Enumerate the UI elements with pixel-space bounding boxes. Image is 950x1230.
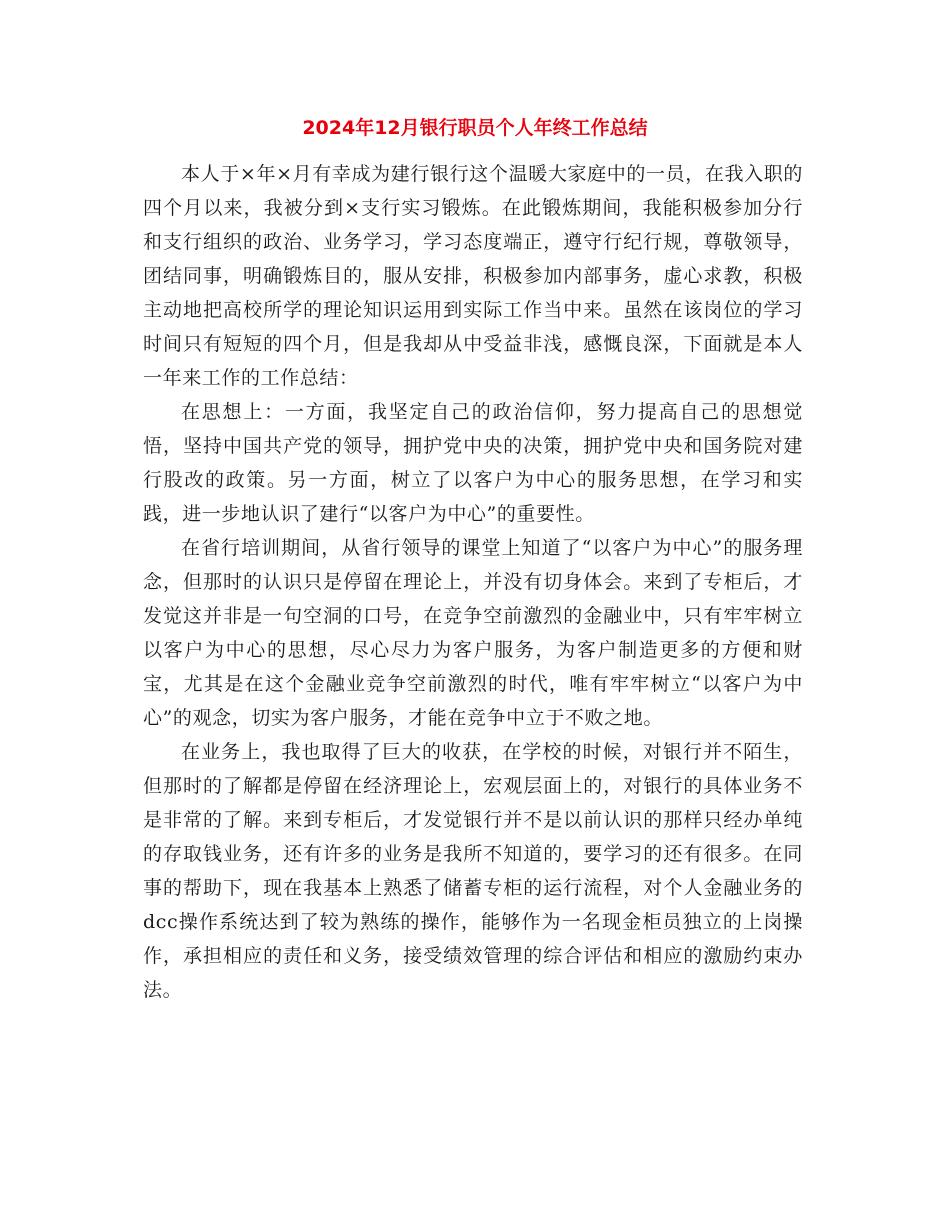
paragraph-intro: 本人于×年×月有幸成为建行银行这个温暖大家庭中的一员，在我入职的四个月以来，我被分到×支行实习锻炼。在此锻炼期间，我能积极参加分行和支行组织的政治、业务学习，学习态度端正，遵守行纪行规，尊敬领导，团结同事，明确锻炼目的，服从安排，积极参加内部事务，虚心求教，积极主动地把高校所学的理论知识运用到实际工作当中来。虽然在该岗位的学习时间只有短短的四个月，但是我却从中受益非浅，感慨良深，下面就是本人一年来工作的工作总结： — [143, 163, 803, 389]
paragraph-training: 在省行培训期间，从省行领导的课堂上知道了“以客户为中心”的服务理念，但那时的认识只是停留在理论上，并没有切身体会。来到了专柜后，才发觉这并非是一句空洞的口号，在竞争空前激烈的金融业中，只有牢牢树立以客户为中心的思想，尽心尽力为客户服务，为客户制造更多的方便和财宝，尤其是在这个金融业竞争空前激烈的时代，唯有牢牢树立“以客户为中心”的观念，切实为客户服务，才能在竞争中立于不败之地。 — [143, 537, 803, 729]
document-title: 2024年12月银行职员个人年终工作总结 — [302, 117, 648, 139]
paragraph-business: 在业务上，我也取得了巨大的收获，在学校的时候，对银行并不陌生，但那时的了解都是停留在经济理论上，宏观层面上的，对银行的具体业务不是非常的了解。来到专柜后，才发觉银行并不是以前认识的那样只经办单纯的存取钱业务，还有许多的业务是我所不知道的，要学习的还有很多。在同事的帮助下，现在我基本上熟悉了储蓄专柜的运行流程，对个人金融业务的dcc操作系统达到了较为熟练的操作，能够作为一名现金柜员独立的上岗操作，承担相应的责任和义务，接受绩效管理的综合评估和相应的激励约束办法。 — [143, 741, 803, 1001]
document-body — [143, 157, 803, 1007]
paragraph-ideology: 在思想上：一方面，我坚定自己的政治信仰，努力提高自己的思想觉悟，坚持中国共产党的领导，拥护党中央的决策，拥护党中央和国务院对建行股改的政策。另一方面，树立了以客户为中心的服务思想，在学习和实践，进一步地认识了建行“以客户为中心”的重要性。 — [143, 401, 803, 525]
